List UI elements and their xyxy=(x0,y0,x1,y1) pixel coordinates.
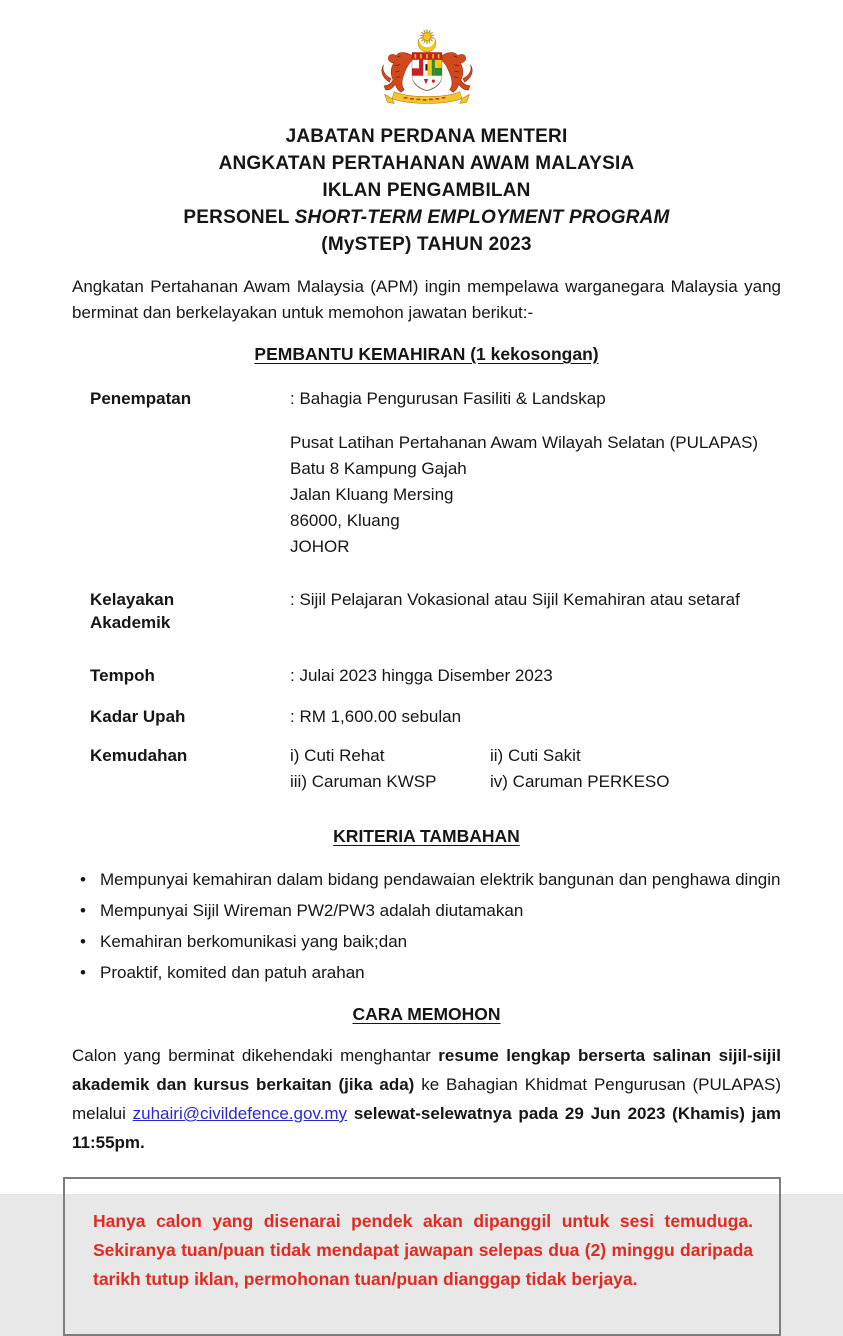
title-line-5: (MySTEP) TAHUN 2023 xyxy=(321,234,532,255)
email-link[interactable]: zuhairi@civildefence.gov.my xyxy=(132,1104,348,1123)
address-block xyxy=(290,430,781,560)
apply-text-segment: Calon yang berminat dikehendaki menghantar xyxy=(72,1046,439,1065)
bullet-item: • Mempunyai Sijil Wireman PW2/PW3 adalah diutamakan xyxy=(72,898,781,924)
benefit-item: iv) Caruman PERKESO xyxy=(490,772,670,791)
vacancy-details xyxy=(90,387,781,794)
benefits-grid xyxy=(290,744,781,794)
kelayakan-label: Kelayakan Akademik xyxy=(90,590,175,632)
kemudahan-label: Kemudahan xyxy=(90,746,188,765)
kriteria-bullet-list xyxy=(72,867,781,986)
penempatan-label: Penempatan xyxy=(90,389,192,408)
vacancy-heading: PEMBANTU KEMAHIRAN (1 kekosongan) xyxy=(254,344,599,364)
title-line-3: IKLAN PENGAMBILAN xyxy=(322,180,531,201)
address-line: 86000, Kluang xyxy=(290,511,400,530)
apply-deadline-bold-segment: selewat-selewatnya pada 29 Jun 2023 (Khamis) jam 11:55pm. xyxy=(72,1104,781,1152)
tempoh-label: Tempoh xyxy=(90,666,155,685)
kelayakan-value: : Sijil Pelajaran Vokasional atau Sijil Kemahiran atau setaraf xyxy=(290,590,740,609)
address-line: Pusat Latihan Pertahanan Awam Wilayah Selatan (PULAPAS) xyxy=(290,433,759,452)
apply-bold-segment: resume lengkap berserta salinan sijil-sijil akademik dan kursus berkaitan (jika ada) xyxy=(72,1046,781,1094)
tiger-icon xyxy=(381,53,411,93)
notice-box xyxy=(63,1177,781,1336)
benefit-item: i) Cuti Rehat xyxy=(290,746,385,765)
benefit-item: iii) Caruman KWSP xyxy=(290,772,437,791)
bullet-item: • Mempunyai kemahiran dalam bidang pendawaian elektrik bangunan dan penghawa dingin xyxy=(72,867,781,893)
kadar-upah-value: : RM 1,600.00 sebulan xyxy=(290,707,462,726)
program-name-italic: SHORT-TERM EMPLOYMENT PROGRAM xyxy=(294,207,670,228)
detail-row-kadar-upah xyxy=(90,705,781,728)
motto-banner-icon xyxy=(384,92,469,104)
detail-row-tempoh xyxy=(90,664,781,687)
tempoh-value: : Julai 2023 hingga Disember 2023 xyxy=(290,666,553,685)
notice-text: Hanya calon yang disenarai pendek akan dipanggil untuk sesi temuduga. Sekiranya tuan/puan tidak mendapat jawapan selepas dua (2) minggu daripada tarikh tutup iklan, permohonan tuan/puan dianggap tidak berjaya. xyxy=(93,1211,753,1289)
kadar-upah-label: Kadar Upah xyxy=(90,707,186,726)
address-line: Batu 8 Kampung Gajah xyxy=(290,459,467,478)
detail-row-penempatan xyxy=(90,387,781,410)
detail-row-kelayakan-akademik xyxy=(90,588,781,634)
address-line: Jalan Kluang Mersing xyxy=(290,485,454,504)
kriteria-tambahan-heading: KRITERIA TAMBAHAN xyxy=(333,826,520,846)
cara-memohon-heading: CARA MEMOHON xyxy=(352,1004,501,1024)
benefit-item: ii) Cuti Sakit xyxy=(490,746,581,765)
bullet-item: • Proaktif, komited dan patuh arahan xyxy=(72,960,781,986)
detail-row-kemudahan xyxy=(90,744,781,794)
intro-paragraph: Angkatan Pertahanan Awam Malaysia (APM) ingin mempelawa warganegara Malaysia yang berminat dan berkelayakan untuk memohon jawatan berikut:- xyxy=(72,277,781,322)
application-instructions-paragraph xyxy=(72,1041,781,1157)
document-title xyxy=(72,123,781,258)
title-line-4: PERSONEL SHORT-TERM EMPLOYMENT PROGRAM xyxy=(183,207,670,228)
address-line: JOHOR xyxy=(290,537,350,556)
malaysia-coat-of-arms-icon xyxy=(363,25,491,115)
penempatan-value: : Bahagia Pengurusan Fasiliti & Landskap xyxy=(290,389,606,408)
title-line-1: JABATAN PERDANA MENTERI xyxy=(285,126,568,147)
shield-icon xyxy=(412,53,442,91)
apply-text-segment: ke Bahagian Khidmat Pengurusan (PULAPAS) melalui xyxy=(72,1075,781,1123)
title-line-2: ANGKATAN PERTAHANAN AWAM MALAYSIA xyxy=(218,153,635,174)
bullet-item: • Kemahiran berkomunikasi yang baik;dan xyxy=(72,929,781,955)
